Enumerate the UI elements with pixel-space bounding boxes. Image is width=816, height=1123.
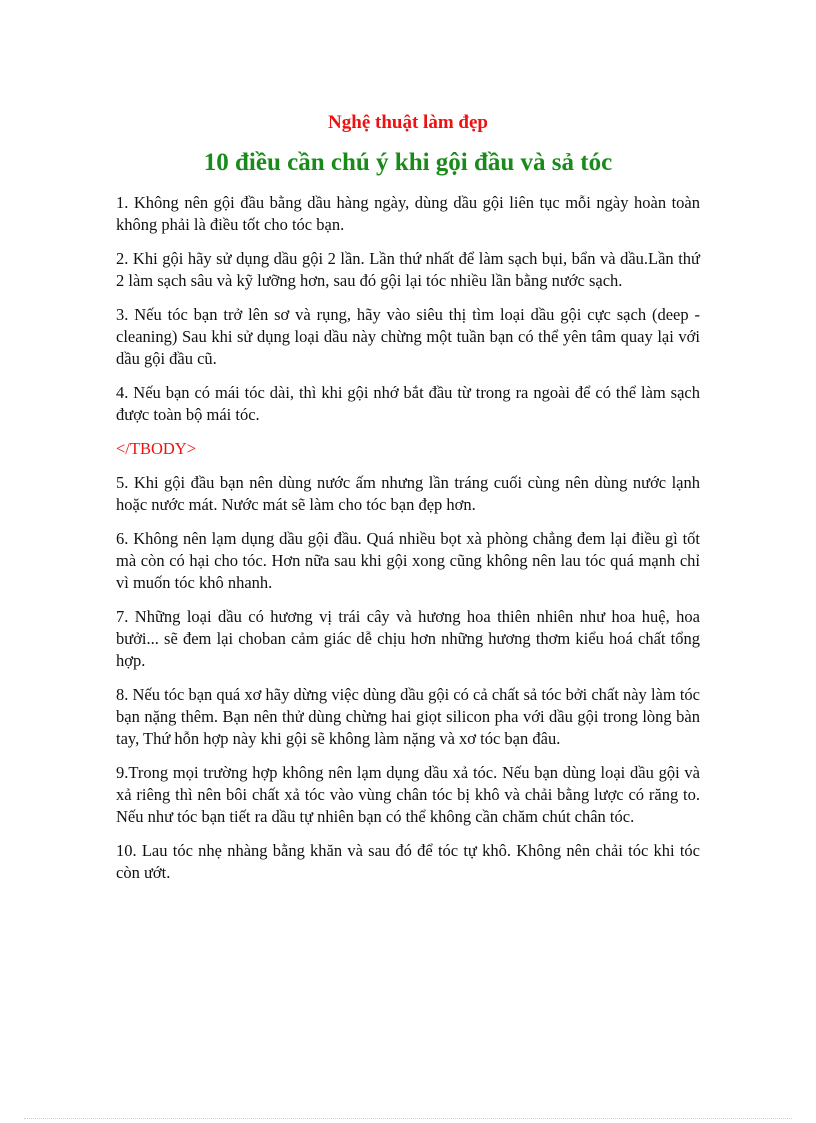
paragraph-5: 5. Khi gội đầu bạn nên dùng nước ấm nhưng lần tráng cuối cùng nên dùng nước lạnh hoặc nước mát. Nước mát sẽ làm cho tóc bạn đẹp hơn. [116, 473, 700, 514]
paragraph-10: 10. Lau tóc nhẹ nhàng bằng khăn và sau đó để tóc tự khô. Không nên chải tóc khi tóc còn ướt. [116, 841, 700, 882]
stray-tbody-tag: </TBODY> [116, 439, 197, 458]
paragraph-6: 6. Không nên lạm dụng dầu gội đầu. Quá nhiều bọt xà phòng chẳng đem lại điều gì tốt mà còn có hại cho tóc. Hơn nữa sau khi gội xong cũng không nên lau tóc quá mạnh chỉ vì muốn tóc khô nhanh. [116, 529, 700, 592]
article-body [116, 192, 700, 896]
paragraph-8: 8. Nếu tóc bạn quá xơ hãy dừng việc dùng dầu gội có cả chất sả tóc bởi chất này làm tóc bạn nặng thêm. Bạn nên thử dùng chừng hai giọt silicon pha với dầu gội trong lòng bàn tay, Thứ hỗn hợp này khi gội sẽ không làm nặng và xơ tóc bạn đâu. [116, 685, 700, 748]
paragraph-1: 1. Không nên gội đầu bằng dầu hàng ngày, dùng dầu gội liên tục mỗi ngày hoàn toàn không phải là điều tốt cho tóc bạn. [116, 193, 700, 234]
paragraph-9: 9.Trong mọi trường hợp không nên lạm dụng dầu xả tóc. Nếu bạn dùng loại dầu gội và xả riêng thì nên bôi chất xả tóc vào vùng chân tóc bị khô và chải bằng lược có răng to. Nếu như tóc bạn tiết ra dầu tự nhiên bạn có thể không cần chăm chút chân tóc. [116, 763, 700, 826]
paragraph-2: 2. Khi gội hãy sử dụng dầu gội 2 lần. Lần thứ nhất để làm sạch bụi, bẩn và dầu.Lần thứ 2 làm sạch sâu và kỹ lưỡng hơn, sau đó gội lại tóc nhiều lần bằng nước sạch. [116, 249, 700, 290]
paragraph-4: 4. Nếu bạn có mái tóc dài, thì khi gội nhớ bắt đầu từ trong ra ngoài để có thể làm sạch được toàn bộ mái tóc. [116, 383, 700, 424]
article-title: 10 điều cần chú ý khi gội đầu và sả tóc [203, 149, 613, 176]
paragraph-7: 7. Những loại dầu có hương vị trái cây và hương hoa thiên nhiên như hoa huệ, hoa bưởi... sẽ đem lại choban cảm giác dễ chịu hơn những hương thơm kiểu hoá chất tổng hợp. [116, 607, 700, 670]
article-category: Nghệ thuật làm đẹp [328, 112, 488, 133]
page-bottom-divider [24, 1118, 792, 1119]
paragraph-3: 3. Nếu tóc bạn trở lên sơ và rụng, hãy vào siêu thị tìm loại dầu gội cực sạch (deep - cleaning) Sau khi sử dụng loại dầu này chừng một tuần bạn có thể yên tâm quay lại với dầu gội đầu cũ. [116, 305, 700, 368]
